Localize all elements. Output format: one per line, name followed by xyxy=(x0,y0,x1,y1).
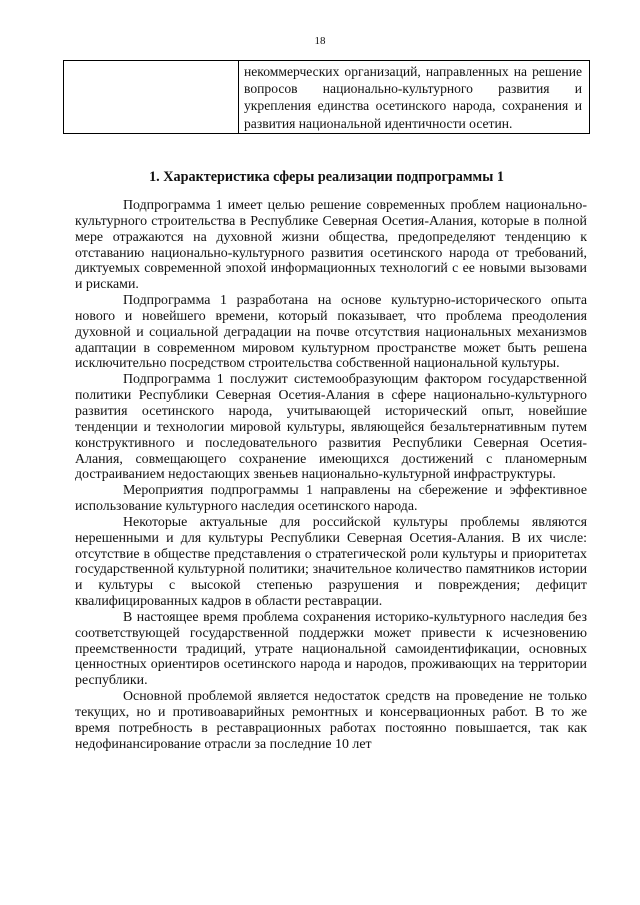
table-cell-empty xyxy=(64,61,239,134)
paragraph: Основной проблемой является недостаток средств на проведение не только текущих, но и противоаварийных ремонтных и консервационных работ. В то же время потребность в реставрационных работах постоянно повышается, так как недофинансирование отрасли за последние 10 лет xyxy=(75,689,587,752)
paragraph: Подпрограмма 1 разработана на основе культурно-исторического опыта нового и новейшего времени, который показывает, что проблема преодоления духовной и социальной деградации на почве отсутствия национальных механизмов адаптации в современном мировом культурном пространстве может быть решена исключительно посредством строительства собственной национальной культуры. xyxy=(75,293,587,372)
continuation-table xyxy=(63,60,590,134)
section-body xyxy=(75,198,587,753)
paragraph: Некоторые актуальные для российской культуры проблемы являются нерешенными и для культуры Республики Северная Осетия-Алания. В их числе: отсутствие в обществе представления о стратегической роли культуры и приоритетах государственной культурной политики; значительное количество памятников истории и культуры с высокой степенью разрушения и повреждения; дефицит квалифицированных кадров в области реставрации. xyxy=(75,514,587,610)
paragraph: Мероприятия подпрограммы 1 направлены на сбережение и эффективное использование культурного наследия осетинского народа. xyxy=(75,483,587,515)
section-heading: 1. Характеристика сферы реализации подпрограммы 1 xyxy=(149,169,504,185)
page-number: 18 xyxy=(314,35,326,47)
paragraph: Подпрограмма 1 послужит системообразующим фактором государственной политики Республики Северная Осетия-Алания в сфере национально-культурного развития осетинского народа, учитывающей исторический опыт, новейшие тенденции и технологии мировой культуры, являющейся безальтернативным путем конструктивного и последовательного развития Республики Северная Осетия-Алания, совмещающего сохранение имеющихся достижений с планомерным достраиванием недостающих звеньев национально-культурной инфраструктуры. xyxy=(75,372,587,483)
table-cell-text: некоммерческих организаций, направленных на решение вопросов национально-культурного развития и укрепления единства осетинского народа, сохранения и развития национальной идентичности осетин. xyxy=(239,61,590,134)
paragraph: В настоящее время проблема сохранения историко-культурного наследия без соответствующей государственной поддержки может привести к исчезновению преемственности традиций, утрате национальной самоидентификации, основных ценностных ориентиров осетинского народа и народов, проживающих на территории республики. xyxy=(75,609,587,689)
table-row xyxy=(64,61,590,134)
paragraph: Подпрограмма 1 имеет целью решение современных проблем национально-культурного строительства в Республике Северная Осетия-Алания, которые в полной мере отражаются на духовной жизни общества, предопределяют тенденцию к отставанию национально-культурного развития осетинского народа от требований, диктуемых современной эпохой информационных технологий с ее новыми вызовами и рисками. xyxy=(75,198,587,293)
